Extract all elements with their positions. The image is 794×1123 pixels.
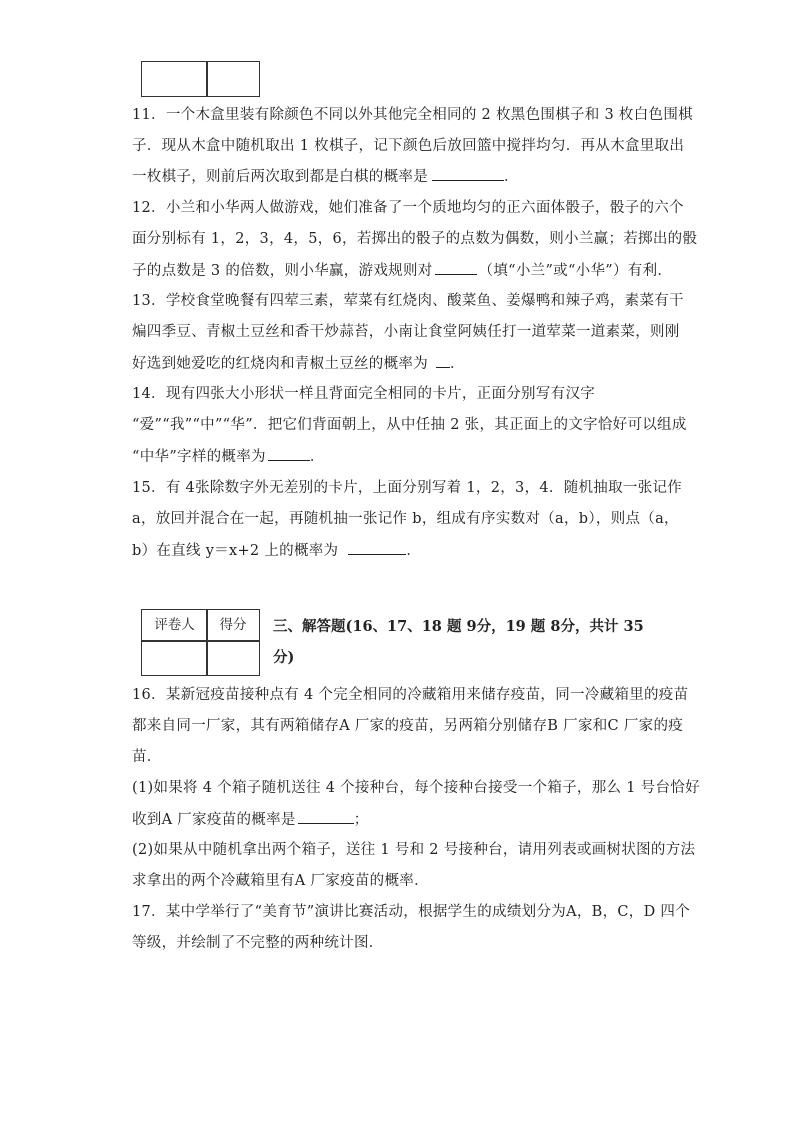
q12-line3 <box>132 260 672 281</box>
q14-text: “中华”字样的概率为 <box>132 449 266 465</box>
q12-text-a: 子的点数是 3 的倍数，则小华赢，游戏规则对 <box>132 263 433 279</box>
q16-line3: 苗． <box>132 749 162 765</box>
q13-line2: 煸四季豆、青椒土豆丝和香干炒蒜苔，小南让食堂阿姨任打一道荤菜一道素菜，则刚 <box>132 324 680 340</box>
q16-part2-line2: 求拿出的两个冷藏箱里有A 厂家疫苗的概率． <box>132 873 429 889</box>
q15-text: b）在直线 y＝x+2 上的概率为 <box>132 543 339 559</box>
q12-text-b: （填“小兰”或“小华”）有利． <box>478 263 673 279</box>
q13-line1: 13．学校食堂晚餐有四荤三素，荤菜有红烧肉、酸菜鱼、姜爆鸭和辣子鸡，素菜有干 <box>132 293 684 309</box>
top-score-box-right <box>206 61 260 97</box>
q14-line1: 14．现有四张大小形状一样且背面完全相同的卡片，正面分别写有汉字 <box>132 386 596 402</box>
q14-answer-blank <box>268 446 310 461</box>
top-score-box-left <box>141 61 208 97</box>
q11-end: ． <box>504 169 519 185</box>
q17-line2: 等级，并绘制了不完整的两种统计图． <box>132 935 384 951</box>
section3-title-line1: 三、解答题(16、17、18 题 9分，19 题 8分，共计 35 <box>273 618 644 635</box>
q16-part1-end: ； <box>353 812 369 828</box>
q14-end: ． <box>309 449 325 465</box>
score-table-score-cell <box>206 640 260 676</box>
q16-answer-blank <box>298 809 354 824</box>
q13-text: 好选到她爱吃的红烧肉和青椒土豆丝的概率为 <box>132 356 428 372</box>
q12-line1: 12．小兰和小华两人做游戏，她们准备了一个质地均匀的正六面体骰子，骰子的六个 <box>132 200 684 216</box>
q12-line2: 面分别标有 1，2，3，4，5，6，若掷出的骰子的点数为偶数，则小兰赢；若掷出的骰 <box>132 231 698 247</box>
score-table-header-grader: 评卷人 <box>141 609 208 642</box>
section3-title-line2: 分) <box>273 649 295 666</box>
q15-line2: a，放回并混合在一起，再随机抽一张记作 b，组成有序实数对（a，b），则点（a， <box>132 511 679 527</box>
q11-line2: 子．现从木盒中随机取出 1 枚棋子，记下颜色后放回篮中搅拌均匀．再从木盒里取出 <box>132 138 685 154</box>
q11-line1: 11．一个木盒里装有除颜色不同以外其他完全相同的 2 枚黑色围棋子和 3 枚白色围棋 <box>132 107 693 123</box>
q11-answer-blank <box>432 166 504 181</box>
q14-line2: “爱”“我”“中”“华”．把它们背面朝上，从中任抽 2 张，其正面上的文字恰好可以组成 <box>132 417 687 433</box>
q16-line2: 都来自同一厂家，其有两箱储存A 厂家的疫苗，另两箱分别储存B 厂家和C 厂家的疫 <box>132 718 684 734</box>
q11-line3 <box>132 166 519 187</box>
q16-part2-line1: (2)如果从中随机拿出两个箱子，送往 1 号和 2 号接种台，请用列表或画树状图的方法 <box>132 842 696 858</box>
q12-answer-blank <box>435 260 477 275</box>
q13-answer-blank <box>436 353 450 368</box>
q16-part1-line2 <box>132 809 369 830</box>
score-table-grader-cell <box>141 640 208 676</box>
q13-end: ． <box>450 356 465 372</box>
q15-end: ． <box>406 543 422 559</box>
q15-answer-blank <box>348 540 406 555</box>
q17-line1: 17．某中学举行了“美育节”演讲比赛活动，根据学生的成绩划分为A，B，C，D 四个 <box>132 904 691 920</box>
q15-line1: 15．有 4张除数字外无差别的卡片，上面分别写着 1，2，3，4．随机抽取一张记作 <box>132 480 683 496</box>
q16-part1-line1: (1)如果将 4 个箱子随机送往 4 个接种台，每个接种台接受一个箱子，那么 1 号台恰好 <box>132 780 700 796</box>
q14-line3 <box>132 446 325 467</box>
q11-text: 一枚棋子，则前后两次取到都是白棋的概率是 <box>132 169 428 185</box>
score-table-header-score: 得分 <box>206 609 260 642</box>
q16-part1-text: 收到A 厂家疫苗的概率是 <box>132 812 296 828</box>
q15-line3 <box>132 540 421 561</box>
q16-line1: 16．某新冠疫苗接种点有 4 个完全相同的冷藏箱用来储存疫苗，同一冷藏箱里的疫苗 <box>132 687 689 703</box>
q13-line3 <box>132 353 465 374</box>
